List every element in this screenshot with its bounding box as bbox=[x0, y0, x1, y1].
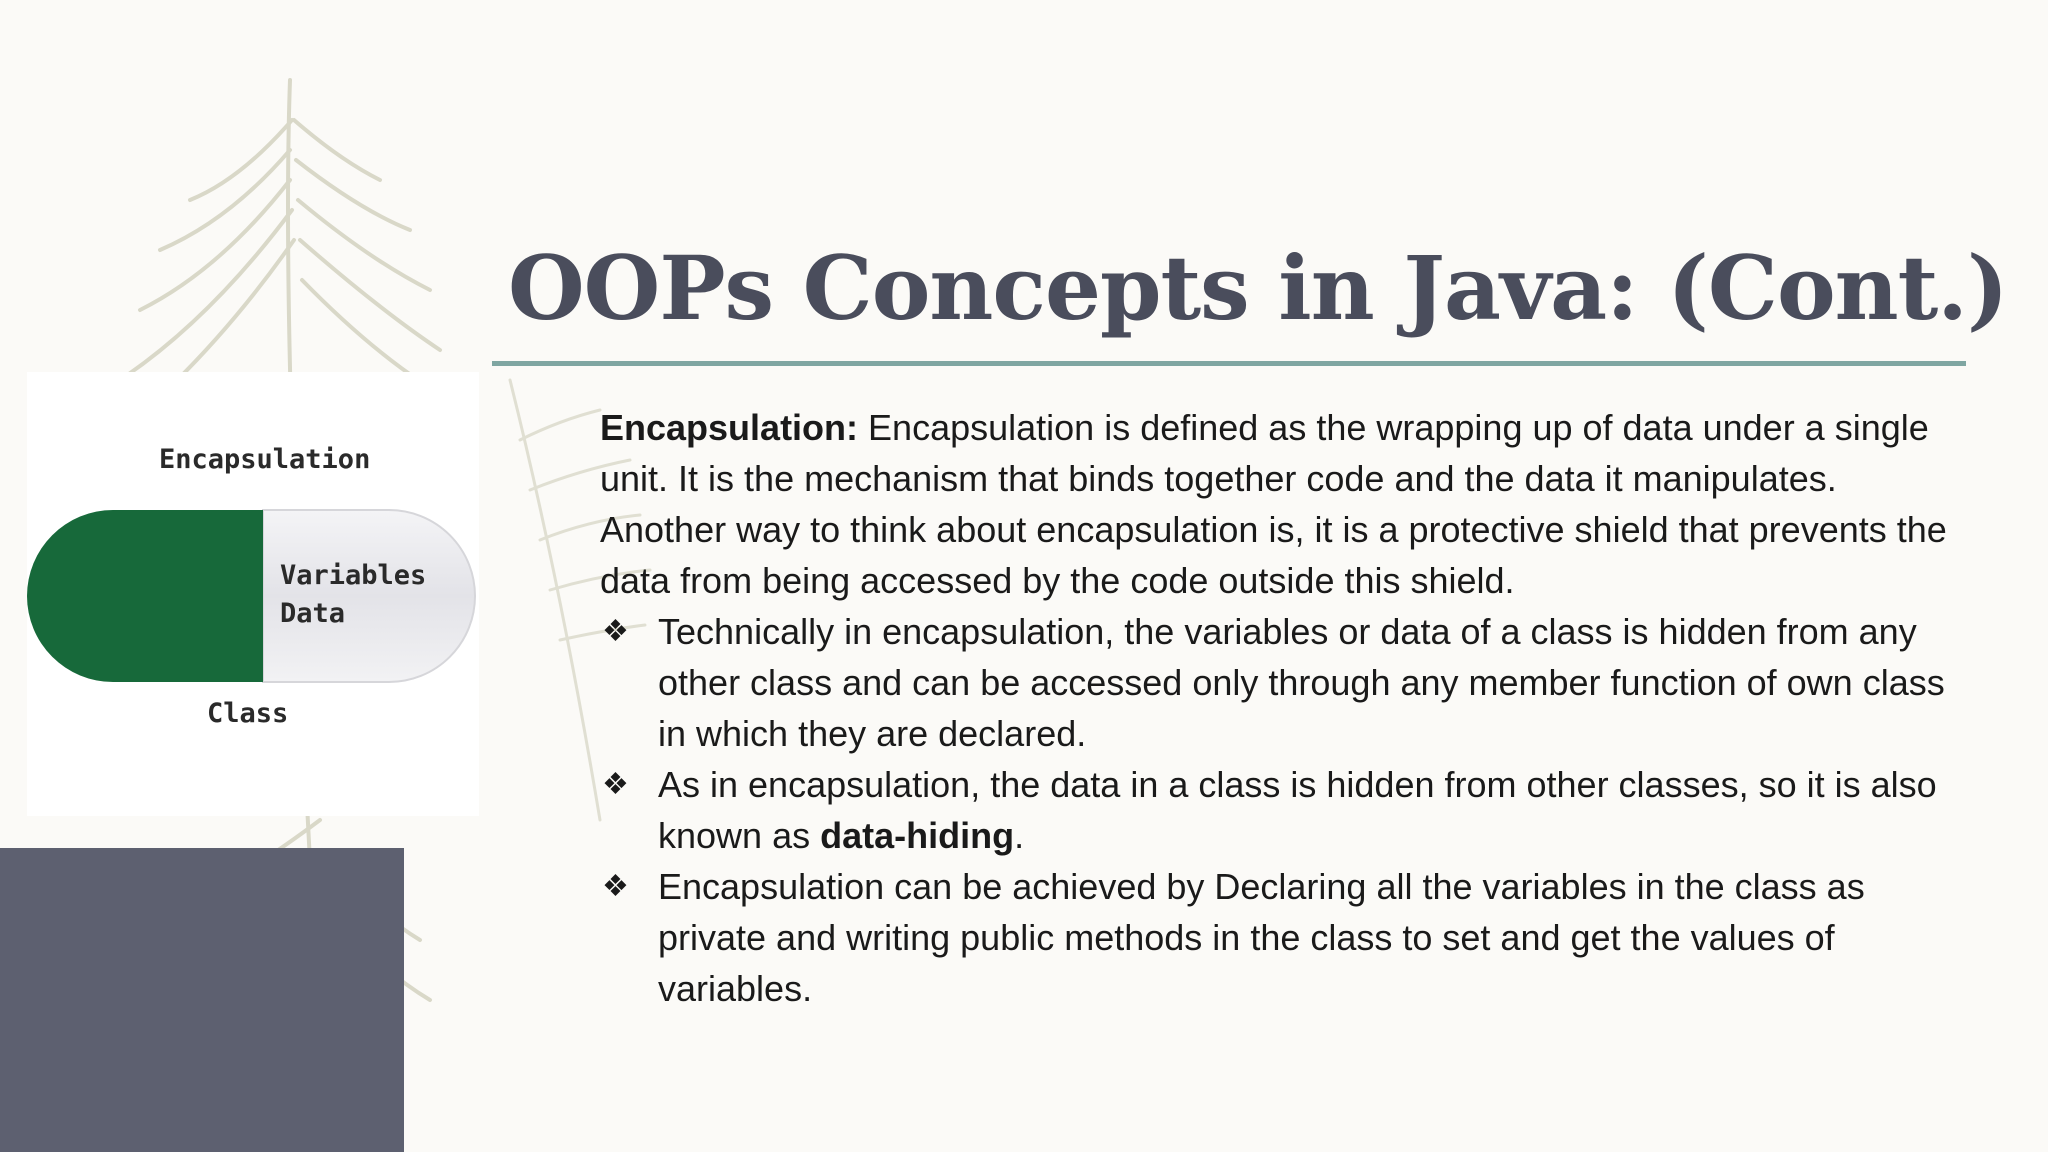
slide-title: OOPs Concepts in Java: (Cont.) bbox=[508, 236, 2008, 340]
capsule-top-label: Encapsulation bbox=[159, 444, 371, 475]
intro-term: Encapsulation: bbox=[600, 407, 859, 448]
bullet-text: Technically in encapsulation, the variables or data of a class is hidden from any other class and can be accessed only through any member function of own class in which they are declared. bbox=[658, 611, 1945, 754]
bullet-list bbox=[600, 606, 1960, 1014]
slide-body bbox=[600, 402, 1960, 1014]
four-diamond-icon: ❖ bbox=[602, 768, 629, 801]
bullet-bold-term: data-hiding bbox=[820, 815, 1015, 856]
intro-paragraph bbox=[600, 402, 1960, 606]
capsule-data-label: Data bbox=[280, 598, 346, 629]
capsule-variables-label: Variables bbox=[280, 560, 427, 591]
capsule-pill-icon bbox=[27, 504, 479, 684]
bullet-text: As in encapsulation, the data in a class is hidden from other classes, so it is also known as bbox=[658, 764, 1937, 856]
bullet-text: Encapsulation can be achieved by Declaring all the variables in the class as private and writing public methods in the class to set and get the values of variables. bbox=[658, 866, 1865, 1009]
list-item bbox=[600, 759, 1960, 861]
bullet-text-end: . bbox=[1014, 815, 1025, 856]
list-item bbox=[600, 606, 1960, 759]
four-diamond-icon: ❖ bbox=[602, 615, 629, 648]
decorative-slate-block bbox=[0, 848, 404, 1152]
list-item bbox=[600, 861, 1960, 1014]
encapsulation-capsule-illustration bbox=[27, 372, 479, 816]
four-diamond-icon: ❖ bbox=[602, 870, 629, 903]
capsule-class-label: Class bbox=[207, 698, 289, 729]
title-underline bbox=[492, 361, 1966, 366]
intro-text: Encapsulation is defined as the wrapping up of data under a single unit. It is the mechanism that binds together code and the data it manipulates. Another way to think about encapsulation is, it is a protective shield that prevents the data from being accessed by the code outside this shield. bbox=[600, 407, 1947, 601]
